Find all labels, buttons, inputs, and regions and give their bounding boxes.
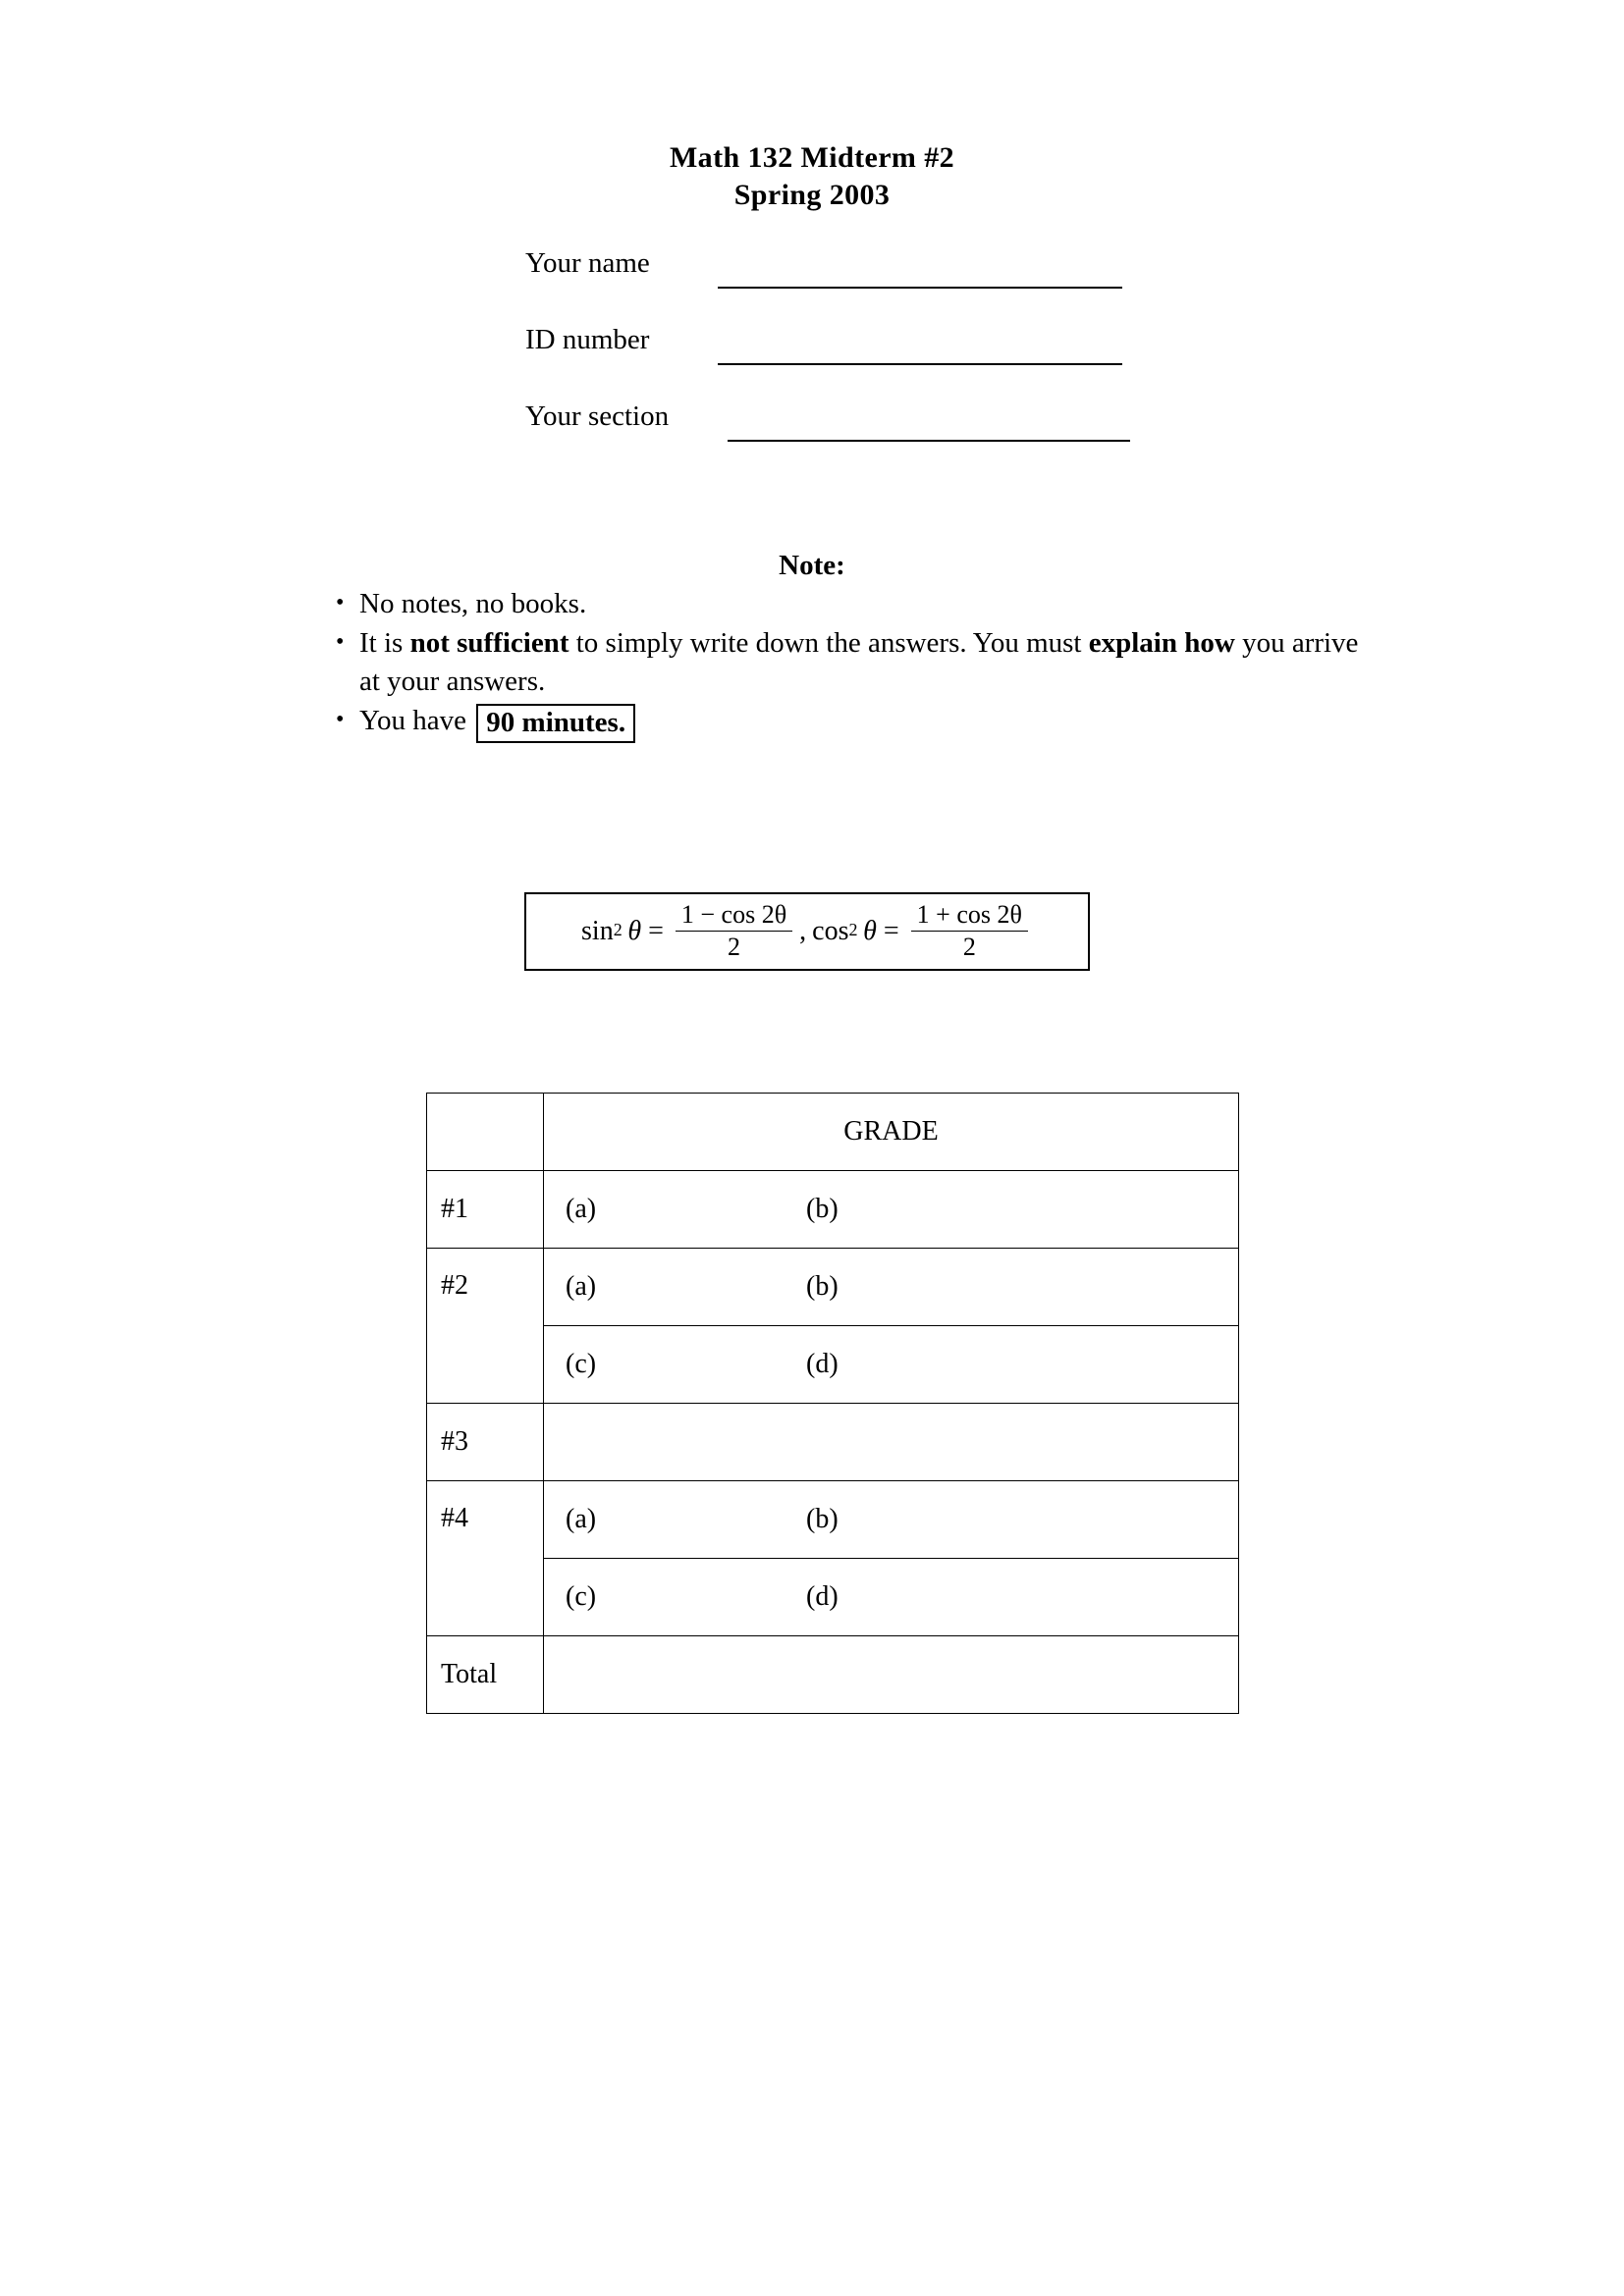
note-text-explain-intro: It is <box>359 627 410 660</box>
identity-1-lhs-variable: θ <box>627 916 642 946</box>
grade-part-q1-b: (b) <box>806 1194 839 1224</box>
table-row-q2-cd <box>427 1326 1239 1404</box>
grade-part-q2-c: (c) <box>566 1349 597 1379</box>
grade-part-q2-b: (b) <box>806 1271 839 1302</box>
identity-2-lhs-exponent: 2 <box>848 919 858 939</box>
grade-cell-q2-ab[interactable] <box>544 1249 1239 1326</box>
grade-label-total: Total <box>427 1636 544 1714</box>
note-heading: Note: <box>779 550 845 581</box>
field-blank-line-your-section[interactable] <box>728 440 1130 442</box>
exam-title-line-2: Spring 2003 <box>733 179 891 212</box>
trig-identity-formula <box>568 901 1047 963</box>
grade-label-q2: #2 <box>427 1249 544 1404</box>
table-row-q1 <box>427 1171 1239 1249</box>
grade-part-q2-a: (a) <box>566 1271 597 1302</box>
note-text-explain-end: you arrive at your answers. <box>359 627 1359 697</box>
field-row-your-section <box>525 400 1213 477</box>
field-label-your-section: Your section <box>525 400 670 432</box>
grade-part-q4-d: (d) <box>806 1581 839 1612</box>
note-item-no-notes <box>330 585 1380 622</box>
grade-cell-q4-ab[interactable] <box>544 1481 1239 1559</box>
table-row-q3 <box>427 1404 1239 1481</box>
trig-identity-box <box>524 892 1090 971</box>
time-limit-box: 90 minutes. <box>476 704 635 743</box>
identity-2-equals: = <box>883 916 899 946</box>
note-item-explain-work <box>330 624 1380 700</box>
bullet-icon: • <box>336 629 345 656</box>
identity-separator: , <box>799 916 807 946</box>
note-text-no-notes: No notes, no books. <box>359 588 587 619</box>
field-label-your-name: Your name <box>525 247 650 279</box>
identity-1-lhs-exponent: 2 <box>613 919 623 939</box>
identity-2-denominator: 2 <box>962 932 976 961</box>
grade-cell-q4-cd[interactable] <box>544 1559 1239 1636</box>
grade-cell-total[interactable] <box>544 1636 1239 1714</box>
field-row-your-name <box>525 247 1213 324</box>
grade-cell-q1[interactable] <box>544 1171 1239 1249</box>
grade-cell-q3[interactable] <box>544 1404 1239 1481</box>
field-row-id-number <box>525 324 1213 400</box>
identity-1-equals: = <box>648 916 664 946</box>
identity-1-fraction <box>676 900 792 962</box>
identity-1-denominator: 2 <box>728 932 741 961</box>
exam-title-line-1: Math 132 Midterm #2 <box>669 141 955 174</box>
grade-label-q3: #3 <box>427 1404 544 1481</box>
note-emphasis-explain-how: explain how <box>1088 627 1235 660</box>
table-row-header <box>427 1094 1239 1171</box>
note-text-time-intro: You have <box>359 704 474 736</box>
grade-label-q4: #4 <box>427 1481 544 1636</box>
note-emphasis-not-sufficient: not sufficient <box>409 627 569 660</box>
identity-2-lhs-variable: θ <box>863 916 877 946</box>
note-list <box>330 585 1380 743</box>
table-row-q4-ab <box>427 1481 1239 1559</box>
grade-table <box>426 1093 1239 1714</box>
identity-1-numerator: 1 − cos 2θ <box>676 900 792 932</box>
grade-table-header-grade: GRADE <box>544 1094 1239 1171</box>
table-row-total <box>427 1636 1239 1714</box>
grade-label-q1: #1 <box>427 1171 544 1249</box>
field-label-id-number: ID number <box>525 324 650 355</box>
grade-part-q4-b: (b) <box>806 1504 839 1534</box>
table-row-q4-cd <box>427 1559 1239 1636</box>
grade-cell-header-label <box>427 1094 544 1171</box>
field-blank-line-id-number[interactable] <box>718 363 1122 365</box>
grade-part-q2-d: (d) <box>806 1349 839 1379</box>
identity-fields <box>525 247 1213 477</box>
grade-part-q4-c: (c) <box>566 1581 597 1612</box>
identity-1-lhs-base: sin <box>581 916 614 946</box>
grade-part-q1-a: (a) <box>566 1194 597 1224</box>
identity-2-fraction <box>911 900 1028 962</box>
exam-title-block <box>0 139 1624 215</box>
note-item-time-limit <box>330 702 1380 741</box>
note-text-explain-middle: to simply write down the answers. You must <box>568 627 1089 660</box>
table-row-q2-ab <box>427 1249 1239 1326</box>
grade-part-q4-a: (a) <box>566 1504 597 1534</box>
bullet-icon: • <box>336 590 345 615</box>
identity-2-numerator: 1 + cos 2θ <box>911 900 1028 932</box>
field-blank-line-your-name[interactable] <box>718 287 1122 289</box>
grade-cell-q2-cd[interactable] <box>544 1326 1239 1404</box>
bullet-icon: • <box>336 706 345 732</box>
identity-2-lhs-base: cos <box>812 916 849 946</box>
